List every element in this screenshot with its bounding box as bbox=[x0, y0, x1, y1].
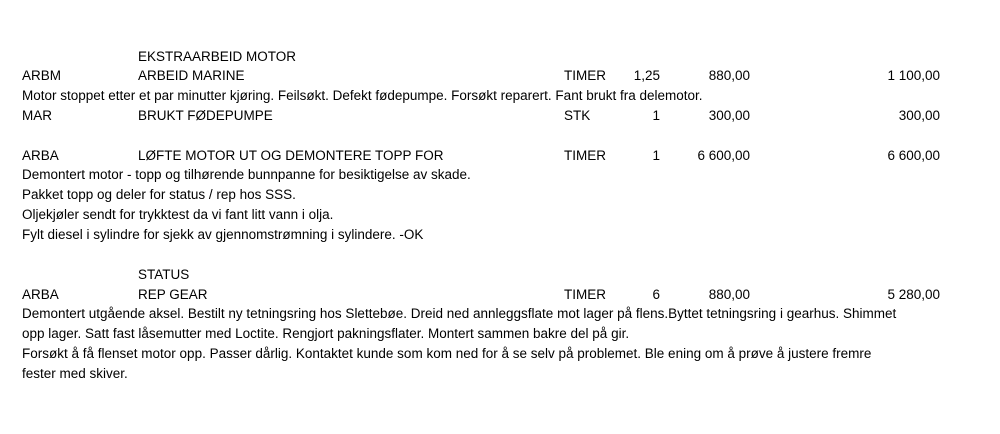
line-quantity: 6 bbox=[652, 287, 660, 302]
line-quantity: 1 bbox=[652, 108, 660, 123]
line-note: Pakket topp og deler for status / rep hos SSS. bbox=[22, 187, 296, 202]
line-quantity: 1,25 bbox=[633, 68, 660, 83]
line-note: Demontert utgående aksel. Bestilt ny tetningsring hos Slettebøe. Dreid ned annleggsflate mot lager på flens.Byttet tetningsring i gearhus. Shimmet bbox=[22, 306, 897, 321]
line-note: opp lager. Satt fast låsemutter med Loctite. Rengjort pakningsflater. Montert sammen bakre del på gir. bbox=[22, 326, 630, 341]
line-description: LØFTE MOTOR UT OG DEMONTERE TOPP FOR bbox=[138, 148, 444, 163]
line-unit: STK bbox=[564, 108, 591, 123]
section-heading: STATUS bbox=[138, 267, 190, 282]
line-unit: TIMER bbox=[564, 148, 606, 163]
line-description: BRUKT FØDEPUMPE bbox=[138, 108, 273, 123]
line-unit-price: 880,00 bbox=[708, 287, 750, 302]
line-note: Oljekjøler sendt for trykktest da vi fant litt vann i olja. bbox=[22, 207, 334, 222]
line-unit-price: 6 600,00 bbox=[697, 148, 750, 163]
line-description: ARBEID MARINE bbox=[138, 68, 245, 83]
line-description: REP GEAR bbox=[138, 287, 208, 302]
line-unit: TIMER bbox=[564, 287, 606, 302]
line-code: ARBA bbox=[22, 287, 59, 302]
line-note: Fylt diesel i sylindre for sjekk av gjennomstrømning i sylindere. -OK bbox=[22, 227, 424, 242]
line-quantity: 1 bbox=[652, 148, 660, 163]
line-note: Forsøkt å få flenset motor opp. Passer dårlig. Kontaktet kunde som kom ned for å se selv på problemet. Ble ening om å prøve å justere fremre bbox=[22, 346, 872, 361]
line-note: fester med skiver. bbox=[22, 366, 128, 381]
line-note: Demontert motor - topp og tilhørende bunnpanne for besiktigelse av skade. bbox=[22, 167, 471, 182]
line-code: ARBM bbox=[22, 68, 62, 83]
line-amount: 5 280,00 bbox=[887, 287, 940, 302]
line-amount: 300,00 bbox=[898, 108, 940, 123]
line-unit: TIMER bbox=[564, 68, 606, 83]
line-amount: 6 600,00 bbox=[887, 148, 940, 163]
line-unit-price: 300,00 bbox=[708, 108, 750, 123]
line-code: MAR bbox=[22, 108, 52, 123]
line-code: ARBA bbox=[22, 148, 59, 163]
line-note: Motor stoppet etter et par minutter kjøring. Feilsøkt. Defekt fødepumpe. Forsøkt reparert. Fant brukt fra delemotor. bbox=[22, 88, 703, 103]
line-amount: 1 100,00 bbox=[887, 68, 940, 83]
section-heading: EKSTRAARBEID MOTOR bbox=[138, 49, 297, 64]
line-unit-price: 880,00 bbox=[708, 68, 750, 83]
